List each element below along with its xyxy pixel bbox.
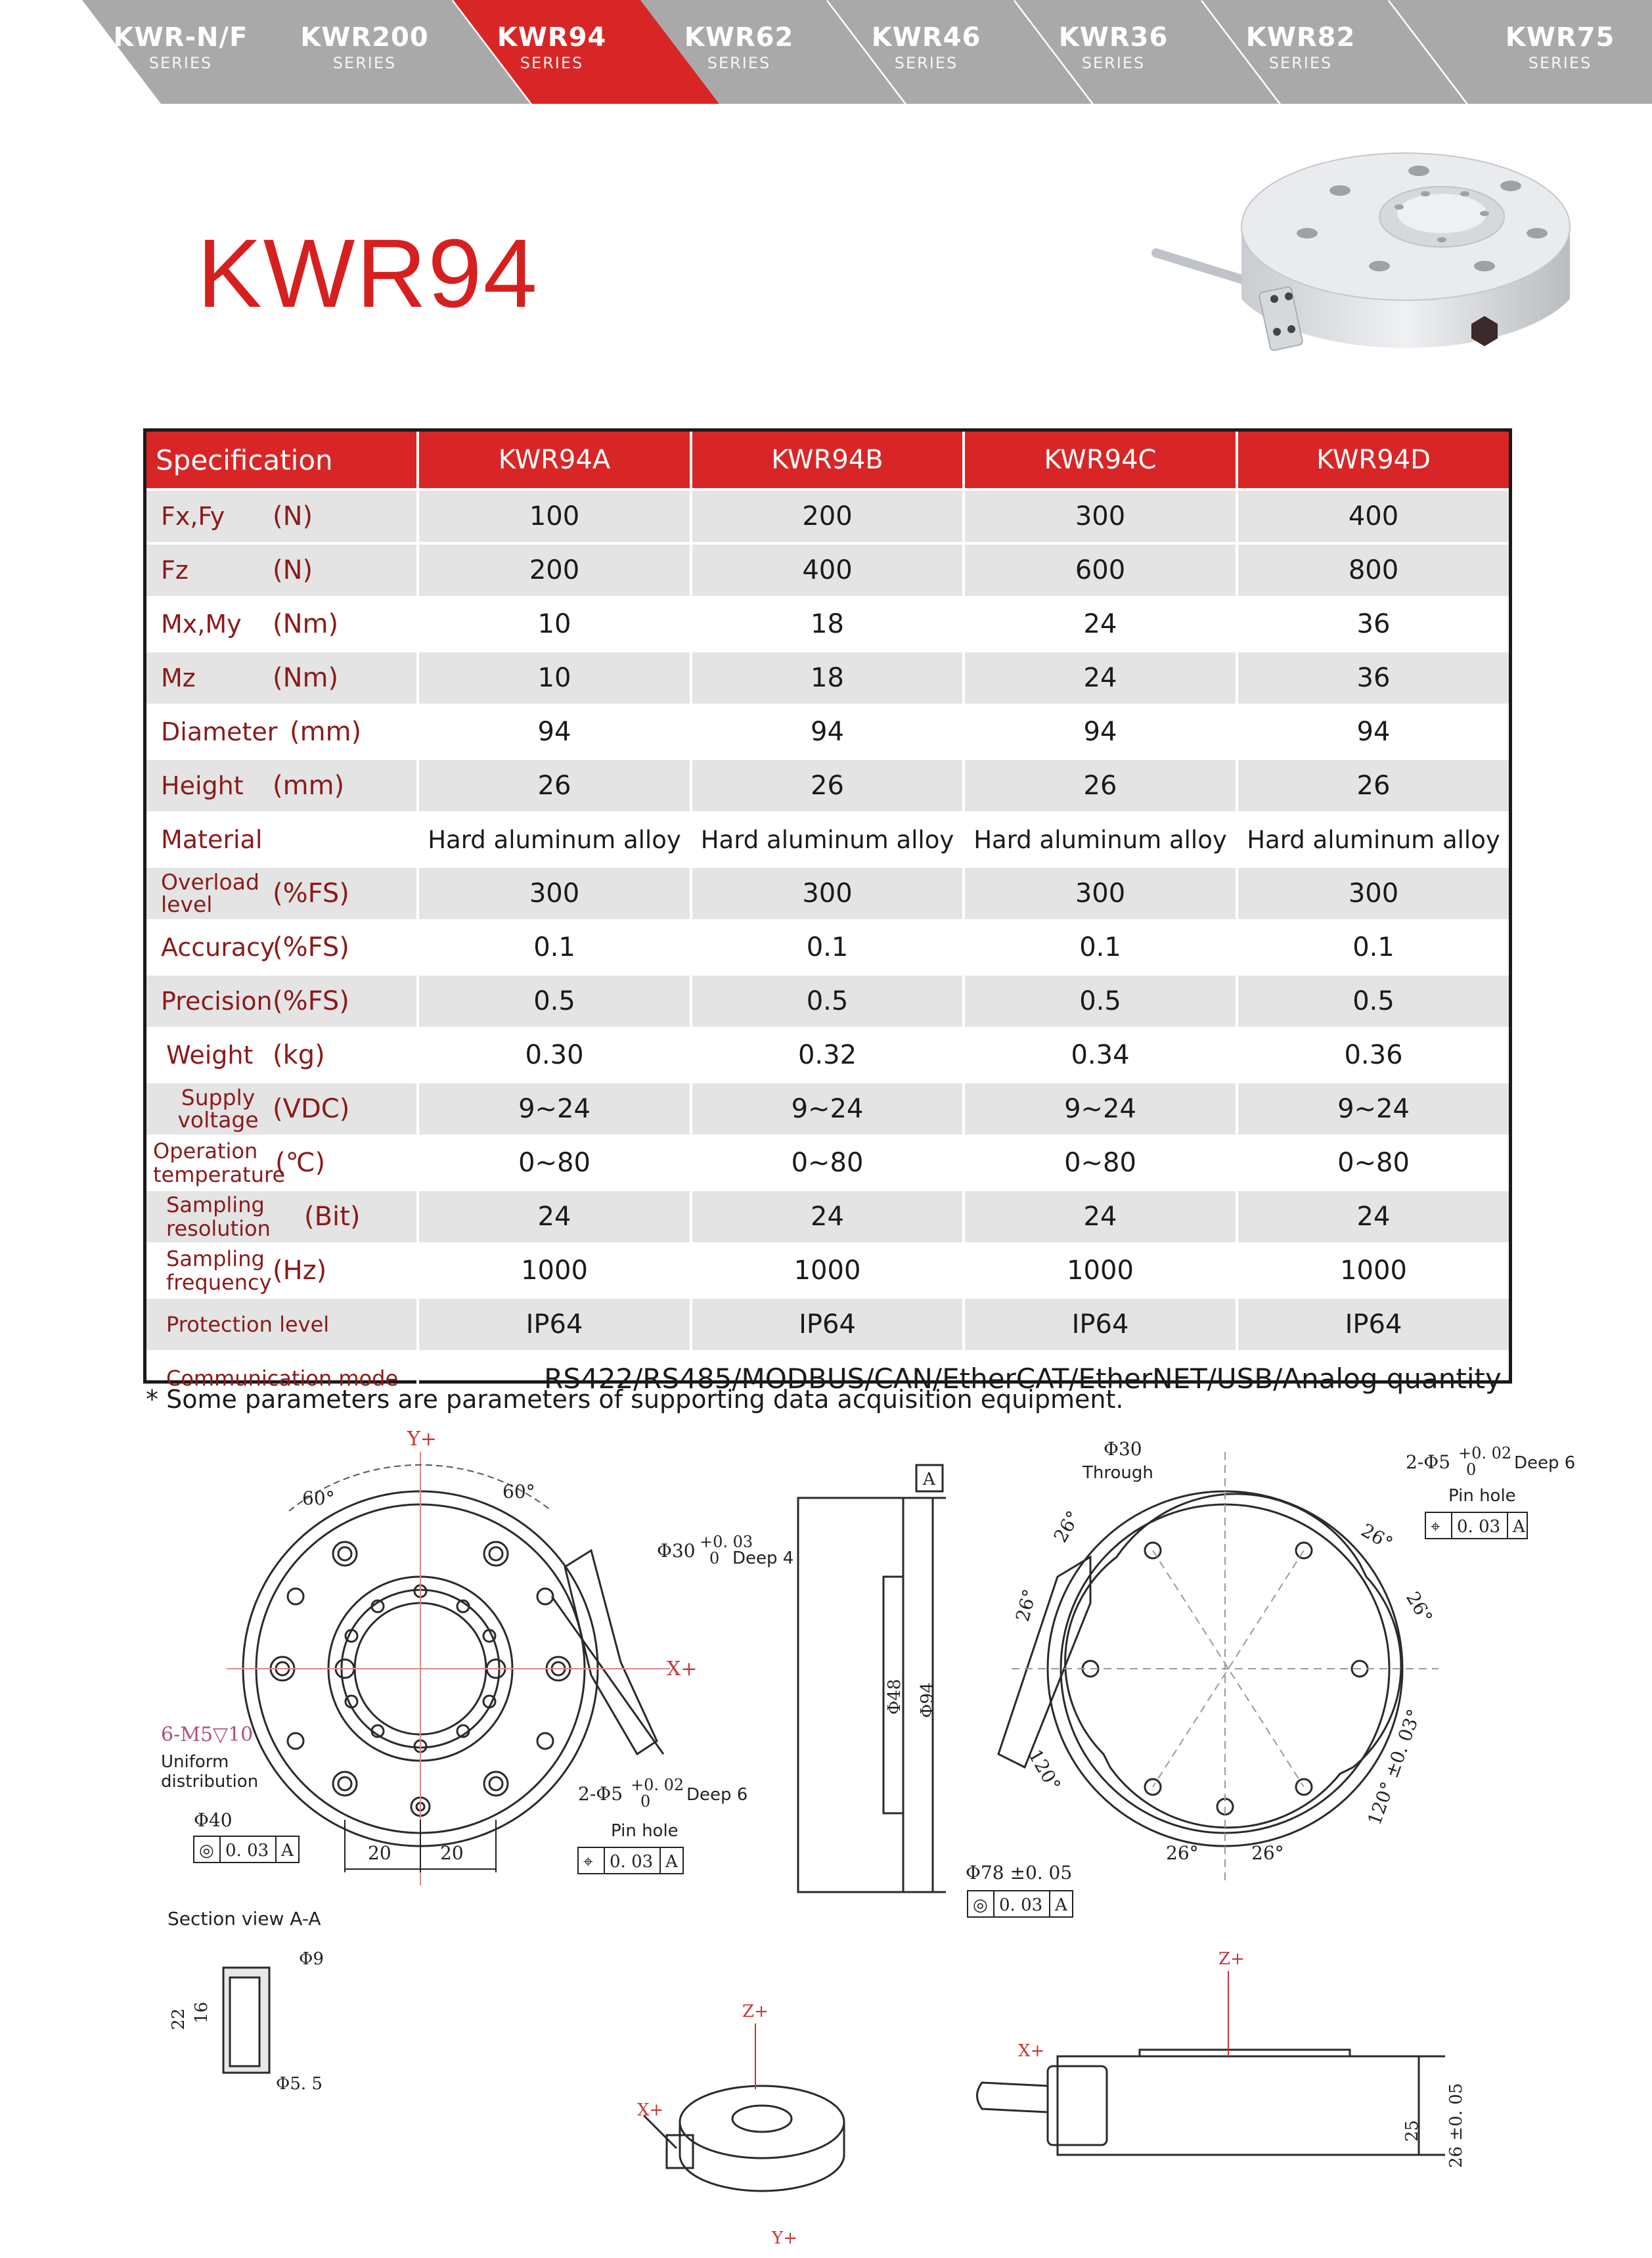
value-cell: 0.1 [965,922,1238,976]
axis-label: Y+ [772,2228,797,2248]
pin-spec: 2-Φ5 [578,1783,623,1805]
value-cell: 1000 [965,1245,1238,1299]
dim-label: 16 [192,2001,212,2023]
value-cell: 36 [1238,652,1509,706]
param-unit: (℃) [275,1148,326,1178]
bore-tol: +0. 03 [700,1533,753,1551]
tab-label: KWR200 [300,22,429,53]
param-unit: (Hz) [273,1255,327,1286]
through-label: Through [1083,1463,1153,1483]
value-cell: 26 [692,760,965,814]
table-row [146,1191,1509,1245]
value-cell: 0.5 [692,976,965,1029]
position-icon: ⌖ [583,1852,593,1872]
table-row [146,545,1509,598]
header-cell: KWR94B [692,432,965,491]
angle-tol-label: 120° ±0. 03° [1363,1706,1425,1828]
dim-label: 20 [368,1842,391,1864]
tolerance: 0. 03 [1457,1517,1501,1537]
value-cell: 10 [419,652,692,706]
param-unit: (Bit) [304,1202,361,1232]
value-cell: 200 [692,491,965,545]
pin-tol2: 0 [640,1792,651,1811]
value-cell: 24 [965,652,1238,706]
value-cell: 800 [1238,545,1509,598]
param-name: Sampling resolution [166,1192,271,1241]
position-icon: ⌖ [1431,1517,1440,1537]
datum: A [923,1470,935,1489]
value-cell: 200 [419,545,692,598]
value-cell: 24 [419,1191,692,1245]
tab-label: KWR75 [1505,22,1615,53]
tab-label: KWR-N/F [113,22,248,53]
tab-sub: SERIES [707,54,771,72]
value-cell: 24 [692,1191,965,1245]
row-label [146,760,419,814]
datum: A [281,1841,294,1861]
value-cell: 24 [965,598,1238,652]
value-cell: 600 [965,545,1238,598]
concentricity-icon: ◎ [199,1841,214,1861]
value-cell: 26 [1238,760,1509,814]
tab-kwr-nf[interactable] [82,0,279,104]
tab-sub: SERIES [894,54,958,72]
cable-outline [565,1550,657,1754]
value-cell: IP64 [692,1299,965,1353]
header-cell: KWR94C [965,432,1238,491]
tolerance: 0. 03 [999,1895,1043,1915]
value-cell: Hard aluminum alloy [1238,814,1509,868]
value-cell: 0.34 [965,1029,1238,1083]
param-unit: (Nm) [273,609,339,639]
param-unit: (N) [273,501,313,531]
concentricity-icon: ◎ [973,1895,988,1915]
bore-tol2: 0 [709,1549,720,1568]
value-cell: 0.36 [1238,1029,1509,1083]
value-cell: Hard aluminum alloy [965,814,1238,868]
tab-label: KWR46 [871,22,981,53]
axis-label: Z+ [1218,1949,1245,1969]
datum: A [1513,1517,1525,1537]
page-title: KWR94 [197,219,539,328]
param-unit: (N) [273,555,313,585]
value-cell: 26 [419,760,692,814]
header-cell: Specification [146,432,419,491]
cable-outline [998,1557,1090,1767]
value-cell: 0.5 [965,976,1238,1029]
value-cell: 26 [965,760,1238,814]
tab-sub: SERIES [520,54,584,72]
row-label [146,1299,419,1353]
row-label [146,1029,419,1083]
value-cell: 18 [692,652,965,706]
spec-table [143,428,1512,1395]
value-cell: 94 [692,706,965,760]
tab-label: KWR36 [1058,22,1169,53]
param-unit: (%FS) [273,932,349,962]
thread-spec: 6-M5▽10 [161,1723,254,1746]
row-label [146,868,419,922]
row-label [146,652,419,706]
datum: A [1055,1895,1067,1915]
header-cell: KWR94A [419,432,692,491]
angle-label: 26° [1049,1507,1084,1547]
param-name: Diameter [161,717,278,746]
row-label [146,545,419,598]
pin-hole-label: Pin hole [611,1821,679,1841]
table-row [146,1299,1509,1353]
value-cell: Hard aluminum alloy [692,814,965,868]
table-row [146,1083,1509,1137]
value-cell: 1000 [1238,1245,1509,1299]
tab-kwr46[interactable] [828,0,1025,104]
section-view-label: Section view A-A [167,1908,321,1930]
row-label [146,1137,419,1191]
row-label [146,976,419,1029]
pin-deep: Deep 6 [1514,1453,1576,1473]
pin-hole-label: Pin hole [1448,1486,1516,1506]
tolerance: 0. 03 [225,1841,269,1861]
diameter-label: Φ40 [194,1809,233,1831]
dim-label: 22 [169,2008,189,2030]
param-unit: (%FS) [273,878,349,909]
axis-label: X+ [667,1658,698,1681]
tab-sub: SERIES [148,54,213,72]
param-unit: (Nm) [273,663,339,693]
value-cell: 0.5 [1238,976,1509,1029]
param-unit: (mm) [273,771,345,801]
diameter-label: Φ78 ±0. 05 [966,1862,1073,1884]
diameter-label: Φ94 [918,1682,937,1718]
value-cell: 300 [419,868,692,922]
value-cell: 300 [692,868,965,922]
tab-sub: SERIES [332,54,397,72]
angle-label: 60° [302,1487,335,1509]
bore-dim: Φ30 [1104,1438,1142,1460]
uniform-label: Uniform [161,1752,229,1772]
table-row [146,1245,1509,1299]
value-cell: 0.1 [419,922,692,976]
param-unit: (VDC) [273,1094,350,1124]
value-cell: IP64 [1238,1299,1509,1353]
tab-sub: SERIES [1528,54,1592,72]
technical-drawings [0,1426,1652,2253]
table-row [146,1137,1509,1191]
row-label [146,1191,419,1245]
table-row [146,1029,1509,1083]
row-label [146,922,419,976]
angle-label: 26° [1166,1842,1199,1864]
value-cell: 9~24 [1238,1083,1509,1137]
row-label [146,706,419,760]
tab-label: KWR94 [497,22,607,53]
param-name: Fz [161,556,189,585]
param-name: Accuracy [161,933,275,962]
table-row [146,922,1509,976]
value-cell: 300 [1238,868,1509,922]
dim-label: 20 [440,1842,464,1864]
angle-label: 26° [1011,1587,1041,1624]
angle-label: 26° [1401,1588,1437,1627]
table-row [146,598,1509,652]
table-header [146,432,1509,491]
param-name: Mz [161,664,196,692]
tab-kwr94[interactable] [453,0,650,104]
value-cell: 94 [419,706,692,760]
table-row [146,760,1509,814]
table-row [146,706,1509,760]
product-image [1143,135,1590,397]
axis-label: Y+ [407,1428,437,1451]
value-cell: 100 [419,491,692,545]
header-cell: KWR94D [1238,432,1509,491]
value-cell: 36 [1238,598,1509,652]
param-name: Sampling frequency [166,1246,272,1295]
table-row [146,868,1509,922]
isometric-view [644,2086,844,2191]
tab-kwr200[interactable] [266,0,463,104]
param-name: Operation temperature [153,1139,286,1187]
value-cell: IP64 [965,1299,1238,1353]
table-row [146,814,1509,868]
axis-label: X+ [1018,2041,1045,2061]
row-label [146,598,419,652]
angle-label: 120° [1023,1746,1065,1795]
axis-label: Z+ [742,2002,769,2021]
value-cell: 400 [692,545,965,598]
dim-label: 25 [1402,2119,1422,2142]
diameter-label: Φ5. 5 [276,2074,323,2094]
tolerance: 0. 03 [610,1852,654,1872]
tab-kwr75[interactable] [1389,0,1652,104]
param-name: Material [161,825,263,854]
value-cell: 300 [965,868,1238,922]
tab-label: KWR62 [684,22,794,53]
value-cell: 0.32 [692,1029,965,1083]
table-row [146,652,1509,706]
footnote: * Some parameters are parameters of supporting data acquisition equipment. [146,1385,1124,1414]
value-cell: 24 [965,1191,1238,1245]
value-cell: 0~80 [1238,1137,1509,1191]
angle-label: 60° [502,1481,535,1502]
value-cell: 0.30 [419,1029,692,1083]
value-cell: 0~80 [692,1137,965,1191]
dim-label: 26 ±0. 05 [1446,2083,1466,2168]
bore-deep: Deep 4 [732,1548,794,1568]
param-unit: (%FS) [273,986,349,1016]
value-cell: 9~24 [419,1083,692,1137]
param-name: Fx,Fy [161,502,225,531]
distribution-label: distribution [161,1772,259,1792]
bore-dim: Φ30 [657,1540,696,1562]
axis-label: X+ [637,2100,664,2120]
param-name: Overload level [161,869,259,917]
value-cell: 10 [419,598,692,652]
pin-deep: Deep 6 [686,1785,748,1805]
pin-tol2: 0 [1466,1460,1477,1479]
tab-kwr62[interactable] [640,0,837,104]
row-label [146,491,419,545]
row-label [146,1083,419,1137]
tab-kwr82[interactable] [1202,0,1399,104]
pin-tol: +0. 02 [1458,1444,1512,1462]
tab-sub: SERIES [1268,54,1333,72]
communication-value: RS422/RS485/MODBUS/CAN/EtherCAT/EtherNET/USB/Analog quantity [419,1353,1509,1407]
value-cell: 9~24 [692,1083,965,1137]
value-cell: 9~24 [965,1083,1238,1137]
value-cell: IP64 [419,1299,692,1353]
value-cell: 0.1 [692,922,965,976]
diameter-label: Φ48 [885,1679,904,1715]
value-cell: 300 [965,491,1238,545]
value-cell: 24 [1238,1191,1509,1245]
value-cell: 94 [965,706,1238,760]
value-cell: Hard aluminum alloy [419,814,692,868]
param-name: Mx,My [161,610,242,639]
value-cell: 0~80 [419,1137,692,1191]
param-name: Supply voltage [177,1085,259,1133]
series-tabs [82,0,1652,104]
row-label [146,814,419,868]
angle-label: 26° [1251,1842,1284,1864]
value-cell: 400 [1238,491,1509,545]
param-name: Height [161,771,244,800]
param-name: Weight [166,1041,254,1070]
value-cell: 18 [692,598,965,652]
value-cell: 1000 [419,1245,692,1299]
param-name: Protection level [166,1312,330,1337]
param-unit: (kg) [273,1040,325,1070]
pin-tol: +0. 02 [631,1776,684,1794]
row-label [146,1245,419,1299]
tab-sub: SERIES [1081,54,1146,72]
pin-spec: 2-Φ5 [1406,1451,1451,1473]
value-cell: 0~80 [965,1137,1238,1191]
value-cell: 1000 [692,1245,965,1299]
value-cell: 0.1 [1238,922,1509,976]
value-cell: 0.5 [419,976,692,1029]
angle-label: 26° [1357,1519,1396,1554]
param-name: Communication mode [166,1366,399,1391]
tab-kwr36[interactable] [1015,0,1212,104]
tab-label: KWR82 [1245,22,1356,53]
param-name: Precision [161,987,273,1016]
datum: A [665,1852,678,1872]
side-elevation [977,2050,1446,2155]
table-row [146,976,1509,1029]
diameter-label: Φ9 [299,1949,324,1969]
param-unit: (mm) [290,717,362,747]
value-cell: 94 [1238,706,1509,760]
table-row [146,491,1509,545]
